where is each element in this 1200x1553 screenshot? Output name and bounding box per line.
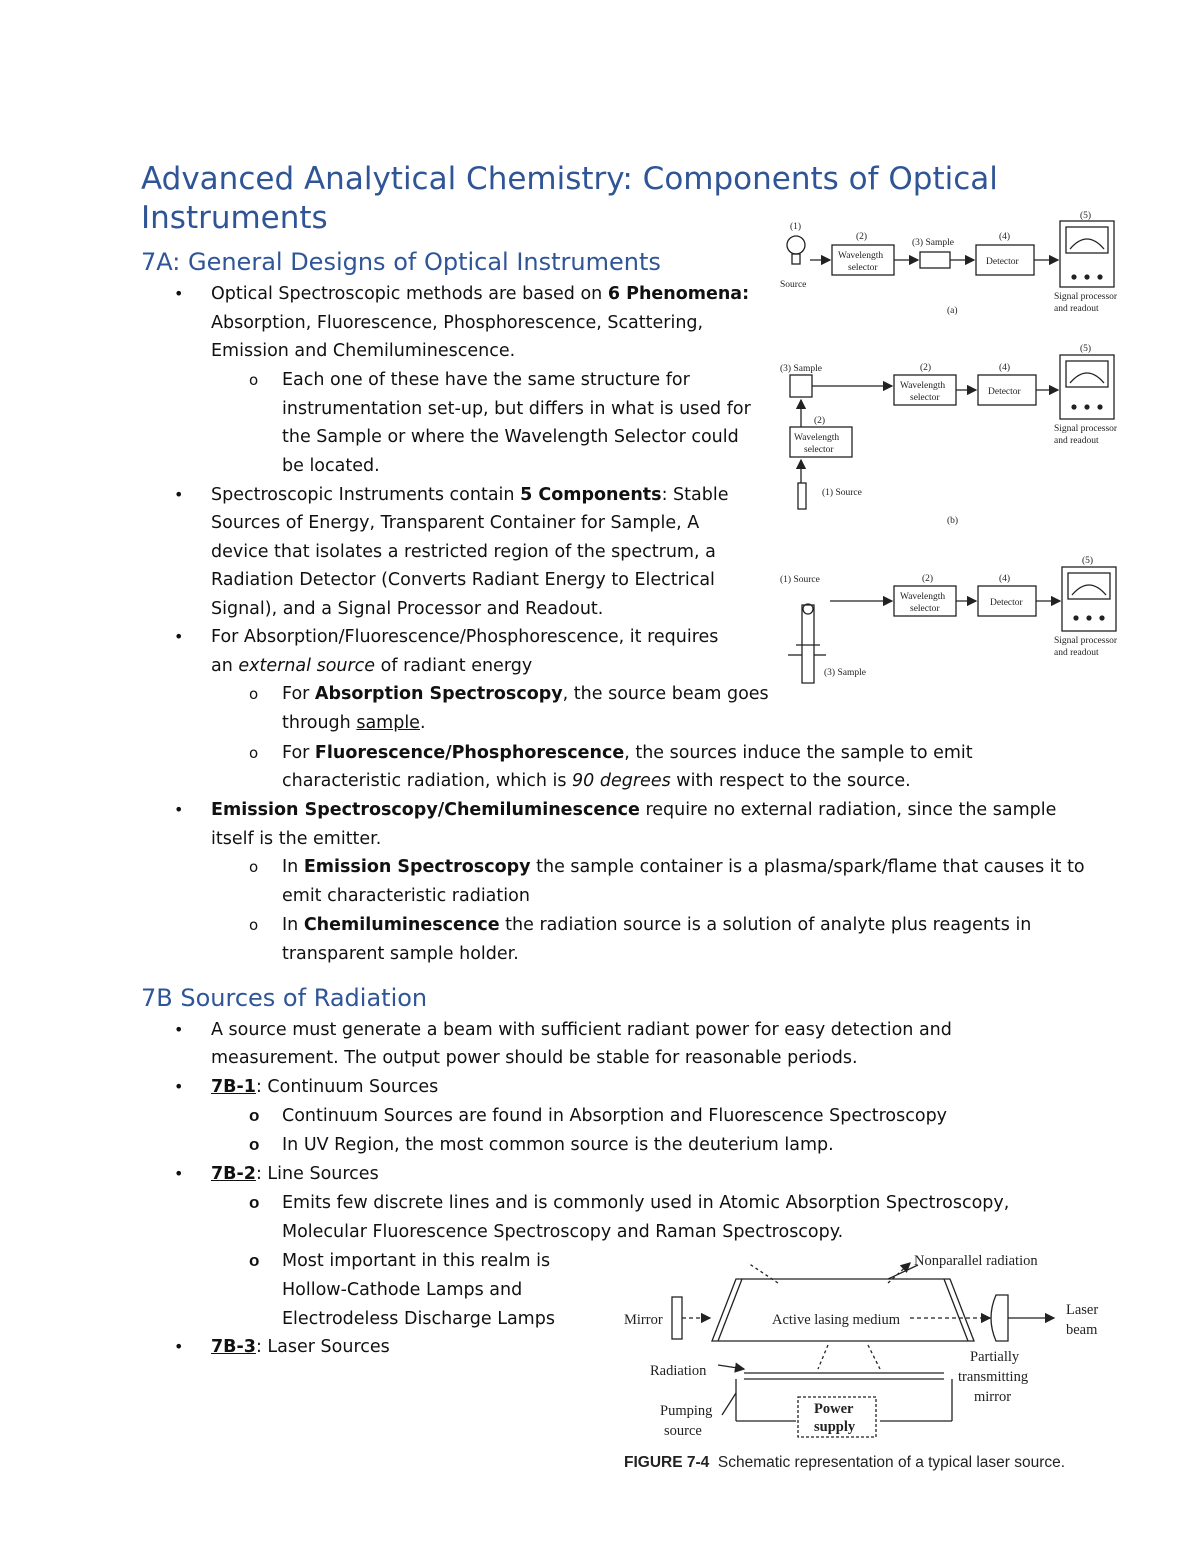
label-2: (2) (922, 574, 934, 584)
list-item-line: Hollow-Cathode Lamps and (282, 1280, 523, 1300)
label-detector: Detector (986, 257, 1019, 267)
bullet-circle: o (249, 685, 259, 703)
label-wavelength: Wavelength (794, 433, 840, 443)
label-wavelength: Wavelength (838, 251, 884, 261)
bullet-disc: • (174, 485, 184, 504)
label-laser: Laser (1066, 1302, 1099, 1318)
bullet-circle: o (249, 858, 259, 876)
list-item-line: In UV Region, the most common source is the deuterium lamp. (282, 1135, 834, 1155)
list-item: 7B-3: Laser Sources (211, 1337, 390, 1357)
bullet-square: o (249, 1251, 260, 1270)
label-sample: (3) Sample (780, 364, 822, 374)
label-a: (a) (947, 306, 958, 316)
bullet-disc: • (174, 1077, 184, 1096)
label-sample: (3) Sample (824, 668, 866, 678)
list-item: 7B-1: Continuum Sources (211, 1077, 439, 1097)
label-detector: Detector (990, 598, 1023, 608)
source-box (798, 483, 806, 509)
label-pumping: Pumping (660, 1403, 713, 1419)
label-1: (1) (790, 222, 802, 232)
bullet-square: o (249, 1193, 260, 1212)
figure-caption: FIGURE 7-4 Schematic representation of a typical laser source. (624, 1454, 1066, 1471)
burner-icon (802, 605, 814, 683)
list-item-line: instrumentation set-up, but differs in what is used for (282, 399, 751, 419)
list-item: Optical Spectroscopic methods are based on 6 Phenomena: (211, 284, 750, 304)
label-detector: Detector (988, 387, 1021, 397)
label-radiation: Radiation (650, 1363, 707, 1379)
list-item-line: Signal), and a Signal Processor and Readout. (211, 599, 604, 619)
label-wavelength: Wavelength (900, 381, 946, 391)
label-4: (4) (999, 363, 1011, 373)
list-item-line: Radiation Detector (Converts Radiant Energy to Electrical (211, 570, 715, 590)
label-selector: selector (910, 393, 940, 403)
bullet-square: o (249, 1106, 260, 1125)
label-b: (b) (947, 516, 959, 526)
page-title: Advanced Analytical Chemistry: Components of Optical Instruments (141, 161, 998, 236)
list-item-line: Molecular Fluorescence Spectroscopy and Raman Spectroscopy. (282, 1222, 844, 1242)
label-2b: (2) (814, 416, 826, 426)
lamp-icon (787, 236, 805, 254)
list-item-line: measurement. The output power should be stable for reasonable periods. (211, 1048, 858, 1068)
laser-source-figure (618, 1245, 1108, 1445)
mirror-icon (672, 1297, 682, 1339)
list-item-line: Emission and Chemiluminescence. (211, 341, 516, 361)
list-item-line: the Sample or where the Wavelength Selector could (282, 427, 739, 447)
label-nonparallel: Nonparallel radiation (914, 1253, 1038, 1269)
sample-box (920, 252, 950, 268)
label-4: (4) (999, 232, 1011, 242)
section-heading-7a: 7A: General Designs of Optical Instruments (141, 248, 661, 276)
label-readout: and readout (1054, 436, 1099, 446)
bullet-square: o (249, 1135, 260, 1154)
bullet-disc: • (174, 800, 184, 819)
list-item-line: emit characteristic radiation (282, 886, 530, 906)
bullet-circle: o (249, 371, 259, 389)
label-beam: beam (1066, 1322, 1098, 1338)
bullet-circle: o (249, 744, 259, 762)
label-signal-processor: Signal processor (1054, 636, 1118, 646)
list-item-line: Most important in this realm is (282, 1251, 551, 1271)
list-item: Emission Spectroscopy/Chemiluminescence require no external radiation, since the sample (211, 800, 1057, 820)
partial-mirror-icon (991, 1295, 1008, 1341)
sample-box (790, 375, 812, 397)
list-item-line: A source must generate a beam with sufficient radiant power for easy detection and (211, 1020, 952, 1040)
label-mirror: Mirror (624, 1312, 663, 1328)
list-item-line: Absorption, Fluorescence, Phosphorescence, Scattering, (211, 313, 704, 333)
bullet-disc: • (174, 1020, 184, 1039)
label-readout: and readout (1054, 648, 1099, 658)
label-5: (5) (1082, 556, 1094, 566)
list-item-line: Sources of Energy, Transparent Container for Sample, A (211, 513, 700, 533)
bullet-disc: • (174, 1337, 184, 1356)
instrument-diagram-figure (770, 205, 1140, 695)
list-item-line: Electrodeless Discharge Lamps (282, 1309, 555, 1329)
list-item-line: Continuum Sources are found in Absorption and Fluorescence Spectroscopy (282, 1106, 948, 1126)
list-item: In Emission Spectroscopy the sample container is a plasma/spark/flame that causes it to (282, 857, 1085, 877)
bullet-disc: • (174, 284, 184, 303)
label-source: source (664, 1423, 702, 1439)
label-wavelength: Wavelength (900, 592, 946, 602)
list-item-line: transparent sample holder. (282, 944, 519, 964)
label-supply: supply (814, 1419, 856, 1435)
list-item-line: an external source of radiant energy (211, 656, 533, 676)
list-item-line: be located. (282, 456, 380, 476)
label-source: (1) Source (780, 575, 820, 585)
list-item-line: characteristic radiation, which is 90 degrees with respect to the source. (282, 771, 911, 791)
list-item: In Chemiluminescence the radiation source is a solution of analyte plus reagents in (282, 915, 1032, 935)
list-item: For Fluorescence/Phosphorescence, the sources induce the sample to emit (282, 743, 973, 763)
label-transmitting: transmitting (958, 1369, 1029, 1385)
list-item: For Absorption Spectroscopy, the source beam goes (282, 684, 769, 704)
label-source: Source (780, 280, 807, 290)
label-signal-processor: Signal processor (1054, 292, 1118, 302)
list-item-line: For Absorption/Fluorescence/Phosphorescence, it requires (211, 627, 719, 647)
section-heading-7b: 7B Sources of Radiation (141, 984, 428, 1012)
label-selector: selector (804, 445, 834, 455)
label-source: (1) Source (822, 488, 862, 498)
list-item-line: through sample. (282, 713, 426, 733)
label-4: (4) (999, 574, 1011, 584)
label-sample: (3) Sample (912, 238, 954, 248)
list-item-line: device that isolates a restricted region of the spectrum, a (211, 542, 716, 562)
label-power: Power (814, 1401, 854, 1417)
label-readout: and readout (1054, 304, 1099, 314)
label-active-medium: Active lasing medium (772, 1312, 901, 1328)
label-2: (2) (856, 232, 868, 242)
bullet-disc: • (174, 627, 184, 646)
label-signal-processor: Signal processor (1054, 424, 1118, 434)
bullet-circle: o (249, 916, 259, 934)
label-2: (2) (920, 363, 932, 373)
label-selector: selector (910, 604, 940, 614)
label-5: (5) (1080, 344, 1092, 354)
label-5: (5) (1080, 211, 1092, 221)
list-item-line: Emits few discrete lines and is commonly used in Atomic Absorption Spectroscopy, (282, 1193, 1010, 1213)
bullet-disc: • (174, 1164, 184, 1183)
list-item-line: Each one of these have the same structure for (282, 370, 690, 390)
list-item: 7B-2: Line Sources (211, 1164, 379, 1184)
list-item: Spectroscopic Instruments contain 5 Components: Stable (211, 485, 729, 505)
label-partially: Partially (970, 1349, 1020, 1365)
list-item-line: itself is the emitter. (211, 829, 382, 849)
label-mirror-2: mirror (974, 1389, 1012, 1405)
label-selector: selector (848, 263, 878, 273)
lasing-medium-tube (712, 1279, 974, 1341)
